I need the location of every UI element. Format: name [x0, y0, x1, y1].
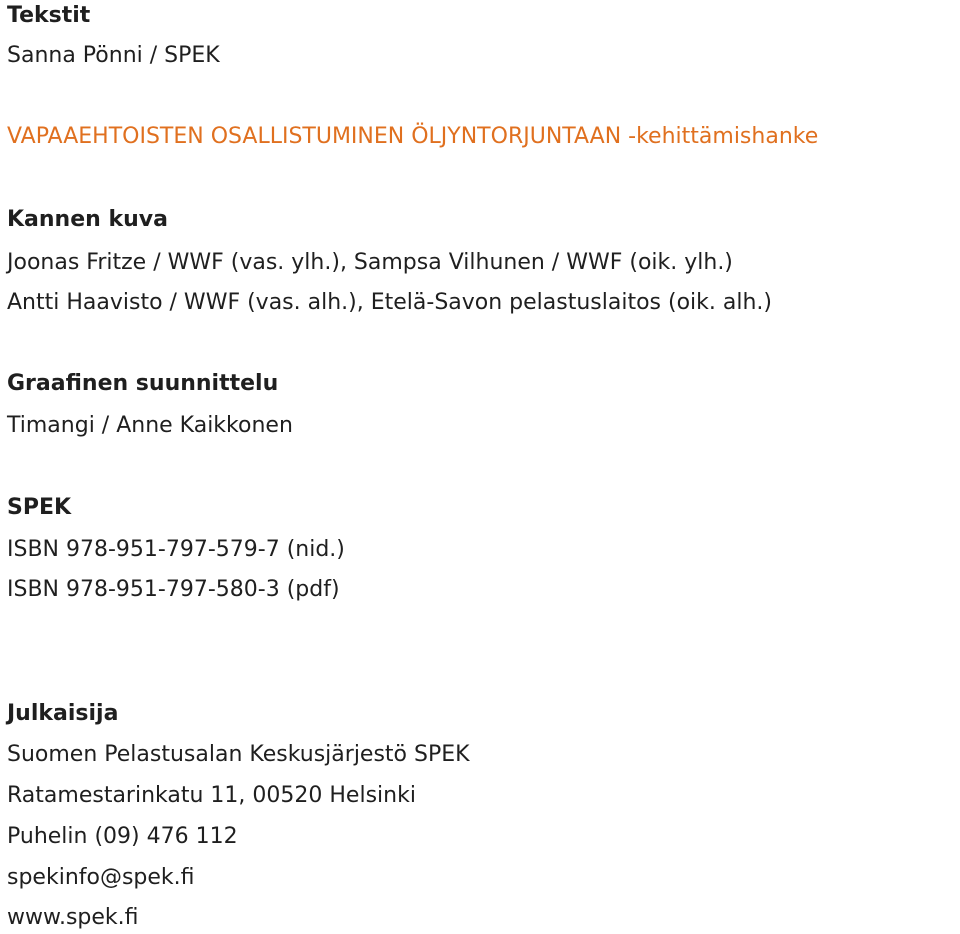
spek-heading: SPEK: [7, 495, 72, 520]
publisher-website-link[interactable]: www.spek.fi: [7, 905, 139, 930]
publisher-phone: Puhelin (09) 476 112: [7, 824, 238, 849]
texts-heading: Tekstit: [7, 3, 91, 28]
design-credit: Timangi / Anne Kaikkonen: [7, 413, 293, 438]
design-heading: Graafinen suunnittelu: [7, 371, 279, 396]
texts-author: Sanna Pönni / SPEK: [7, 43, 220, 68]
publisher-address: Ratamestarinkatu 11, 00520 Helsinki: [7, 783, 416, 808]
publisher-name: Suomen Pelastusalan Keskusjärjestö SPEK: [7, 742, 470, 767]
cover-credit-line-1: Joonas Fritze / WWF (vas. ylh.), Sampsa Vilhunen / WWF (oik. ylh.): [7, 250, 733, 275]
isbn-print: ISBN 978-951-797-579-7 (nid.): [7, 537, 345, 562]
publisher-heading: Julkaisija: [7, 701, 119, 726]
isbn-pdf: ISBN 978-951-797-580-3 (pdf): [7, 577, 340, 602]
cover-heading: Kannen kuva: [7, 207, 168, 232]
project-title: VAPAAEHTOISTEN OSALLISTUMINEN ÖLJYNTORJUNTAAN -kehittämishanke: [7, 124, 819, 149]
cover-credit-line-2: Antti Haavisto / WWF (vas. alh.), Etelä-Savon pelastuslaitos (oik. alh.): [7, 290, 773, 315]
publisher-email-link[interactable]: spekinfo@spek.fi: [7, 865, 195, 890]
